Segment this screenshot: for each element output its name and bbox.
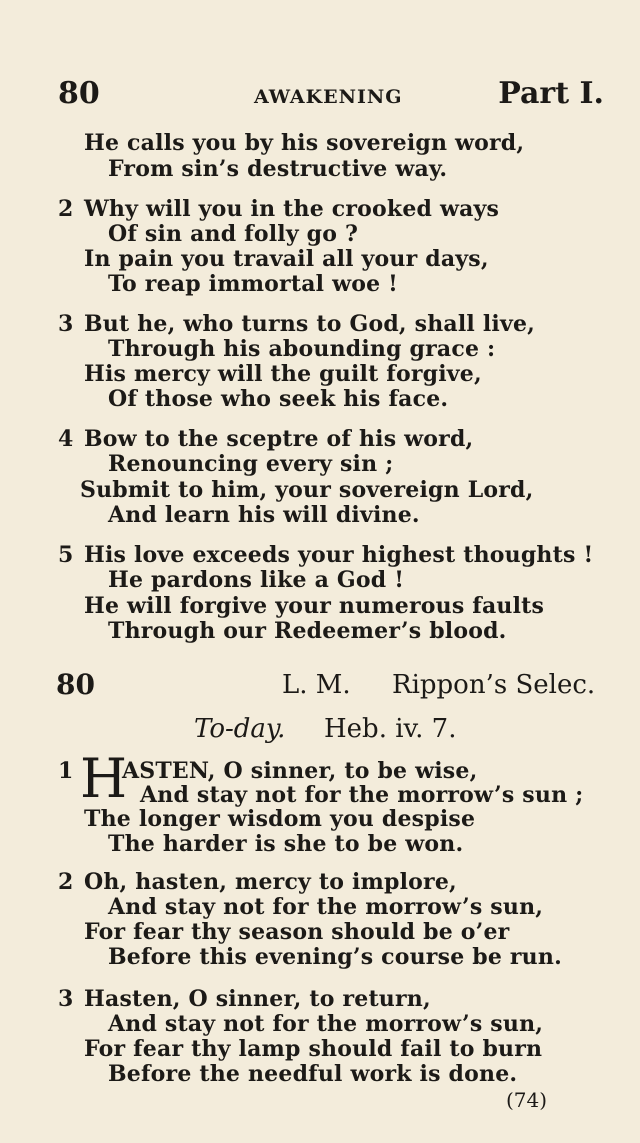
verse-line: Before the needful work is done. — [108, 1061, 518, 1087]
verse-line: Of those who seek his face. — [108, 386, 449, 412]
verse-line: He will forgive your numerous faults — [84, 593, 545, 619]
verse-line: And stay not for the morrow’s sun ; — [140, 782, 584, 808]
verse-line: Why will you in the crooked ways — [84, 196, 500, 222]
verse-line: Bow to the sceptre of his word, — [84, 426, 474, 452]
drop-cap: H — [80, 747, 128, 810]
verse-line: For fear thy lamp should fail to burn — [84, 1036, 543, 1062]
stanza-number: 2 — [58, 869, 74, 895]
stanza-number: 2 — [58, 196, 74, 222]
verse-line: Through our Redeemer’s blood. — [108, 618, 507, 644]
stanza-number: 1 — [58, 758, 74, 784]
verse-line: His mercy will the guilt forgive, — [84, 361, 482, 387]
stanza-number: 3 — [58, 311, 74, 337]
verse-line: And learn his will divine. — [108, 502, 420, 528]
part-label: Part I. — [498, 76, 604, 111]
page-reference: (74) — [506, 1088, 548, 1112]
hymn-title: To-day. — [194, 714, 286, 744]
verse-line: To reap immortal woe ! — [108, 271, 399, 297]
verse-line: Renouncing every sin ; — [108, 451, 394, 477]
verse-line: Of sin and folly go ? — [108, 221, 359, 247]
verse-line: And stay not for the morrow’s sun, — [108, 894, 544, 920]
verse-line: His love exceeds your highest thoughts ! — [84, 542, 594, 568]
verse-line: The harder is she to be won. — [108, 831, 464, 857]
verse-line: Hasten, O sinner, to return, — [84, 986, 431, 1012]
verse-line: But he, who turns to God, shall live, — [84, 311, 535, 337]
verse-line: For fear thy season should be o’er — [84, 919, 510, 945]
running-head: AWAKENING — [254, 86, 403, 108]
hymn-number: 80 — [56, 668, 95, 701]
stanza-number: 5 — [58, 542, 74, 568]
hymn-source: Rippon’s Selec. — [392, 670, 596, 700]
verse-line: He pardons like a God ! — [108, 567, 405, 593]
stanza-number: 4 — [58, 426, 74, 452]
page-header — [58, 76, 604, 116]
verse-line: The longer wisdom you despise — [84, 806, 476, 832]
verse-line: And stay not for the morrow’s sun, — [108, 1011, 544, 1037]
verse-line: In pain you travail all your days, — [84, 246, 489, 272]
hymn-meter: L. M. — [282, 670, 351, 700]
verse-line: Through his abounding grace : — [108, 336, 496, 362]
verse-line: From sin’s destructive way. — [108, 156, 448, 182]
verse-line: Before this evening’s course be run. — [108, 944, 562, 970]
page-number: 80 — [58, 76, 100, 111]
verse-line: He calls you by his sovereign word, — [84, 130, 525, 156]
verse-line: ASTEN, O sinner, to be wise, — [122, 758, 478, 784]
stanza-number: 3 — [58, 986, 74, 1012]
verse-line: Oh, hasten, mercy to implore, — [84, 869, 457, 895]
verse-line: Submit to him, your sovereign Lord, — [80, 477, 534, 503]
scripture-reference: Heb. iv. 7. — [324, 714, 457, 744]
